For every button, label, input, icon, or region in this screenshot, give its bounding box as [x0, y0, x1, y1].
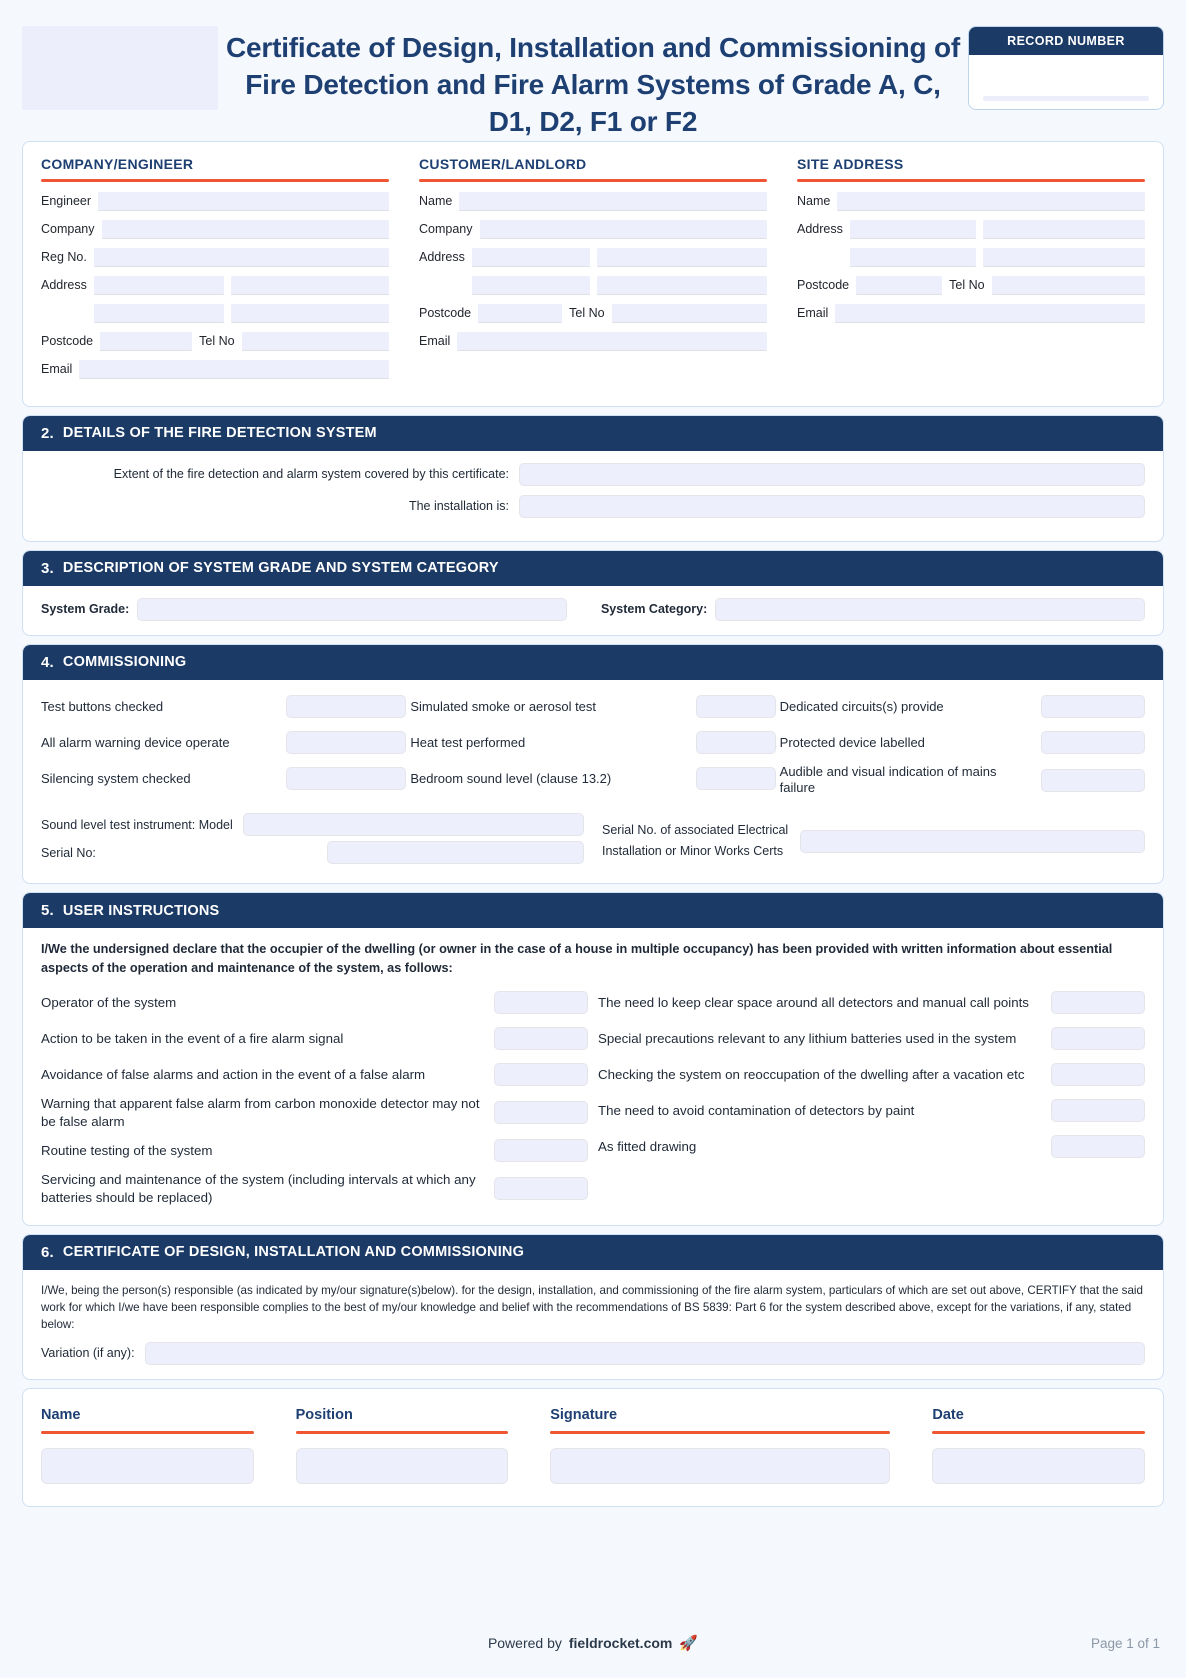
bedroom-sound-level-input[interactable] [696, 767, 776, 790]
associated-certs-input[interactable] [800, 830, 1145, 853]
heat-test-performed-input[interactable] [696, 731, 776, 754]
signature-date-input[interactable] [932, 1448, 1145, 1484]
extent-row [41, 463, 1145, 486]
sound-level-serial-input[interactable] [327, 841, 584, 864]
section-2-number: 2. [41, 424, 54, 442]
customer-tel-label: Tel No [569, 306, 605, 321]
section-5-title: USER INSTRUCTIONS [62, 902, 220, 919]
customer-row [419, 304, 767, 323]
section-3-body [23, 586, 1163, 635]
site-address-line2-input[interactable] [983, 220, 1145, 239]
user-instruction-item [41, 987, 588, 1019]
signature-card [22, 1388, 1164, 1507]
customer-address-line3-input[interactable] [472, 276, 590, 295]
customer-address-line2-input[interactable] [597, 248, 767, 267]
address-line3-input[interactable] [94, 304, 224, 323]
action-fire-alarm-signal-input[interactable] [494, 1027, 588, 1050]
site-address-column [797, 156, 1145, 388]
signature-name-input[interactable] [41, 1448, 254, 1484]
email-input[interactable] [79, 360, 389, 379]
user-instruction-item [598, 1059, 1145, 1091]
reg-no-label: Reg No. [41, 250, 87, 265]
dedicated-circuits-input[interactable] [1041, 695, 1145, 718]
simulated-smoke-test-label: Simulated smoke or aerosol test [410, 698, 597, 714]
commissioning-item [780, 728, 1145, 758]
record-number-box [968, 26, 1164, 110]
signature-position-input[interactable] [296, 1448, 509, 1484]
user-instruction-item [598, 1131, 1145, 1163]
site-address-line4-input[interactable] [983, 248, 1145, 267]
system-grade-label: System Grade: [41, 602, 130, 617]
operator-of-system-input[interactable] [494, 991, 588, 1014]
company-input[interactable] [102, 220, 390, 239]
powered-by [488, 1634, 698, 1652]
commissioning-item [780, 692, 1145, 722]
company-engineer-row [41, 192, 389, 211]
system-category-label: System Category: [600, 602, 708, 617]
installation-is-row [41, 495, 1145, 518]
section-4-body [23, 680, 1163, 883]
company-label: Company [41, 222, 95, 237]
mains-failure-indication-label: Audible and visual indication of mains failure [779, 763, 997, 796]
site-row [797, 192, 1145, 211]
variation-label: Variation (if any): [41, 1346, 135, 1361]
customer-tel-input[interactable] [612, 304, 767, 323]
site-address-line1-input[interactable] [850, 220, 976, 239]
reg-no-input[interactable] [94, 248, 389, 267]
site-tel-input[interactable] [992, 276, 1145, 295]
user-instructions-declaration: I/We the undersigned declare that the occupier of the dwelling (or owner in the case of a house in multiple occupancy) has been provided with written information about essential aspects of the operation and maintenance of the system, as follows: [41, 942, 1113, 975]
signature-position-column [296, 1407, 509, 1484]
section-6-body [23, 1270, 1163, 1379]
tel-no-input[interactable] [242, 332, 389, 351]
page-title: Certificate of Design, Installation and Commissioning of Fire Detection and Fire Alarm Systems of Grade A, C, D1, D2, F1 or F2 [226, 32, 960, 137]
section-2-body [23, 451, 1163, 541]
simulated-smoke-test-input[interactable] [696, 695, 776, 718]
engineer-label: Engineer [41, 194, 92, 209]
associated-certs-block [602, 813, 1145, 869]
signature-position-rule [296, 1431, 509, 1434]
alarm-warning-device-input[interactable] [286, 731, 406, 754]
commissioning-item [410, 764, 775, 794]
company-logo-placeholder [22, 26, 218, 110]
extent-input[interactable] [519, 463, 1145, 486]
installation-is-label: The installation is: [408, 499, 509, 514]
system-grade-input[interactable] [137, 598, 567, 621]
company-engineer-row [41, 248, 389, 267]
email-label: Email [41, 362, 73, 377]
signature-date-label: Date [932, 1406, 964, 1423]
customer-address-label: Address [419, 250, 465, 265]
site-address-rule [797, 179, 1145, 182]
heat-test-performed-label: Heat test performed [410, 734, 526, 750]
grade-category-row [41, 598, 1145, 621]
user-instruction-item [41, 1023, 588, 1055]
page-footer [0, 1634, 1186, 1652]
company-engineer-row [41, 276, 389, 295]
customer-name-label: Name [419, 194, 453, 209]
customer-landlord-rule [419, 179, 767, 182]
page-number: Page 1 of 1 [1090, 1635, 1160, 1651]
clear-space-detectors-label: The need lo keep clear space around all detectors and manual call points [598, 994, 1029, 1010]
site-name-input[interactable] [837, 192, 1145, 211]
extent-label: Extent of the fire detection and alarm system covered by this certificate: [113, 467, 509, 482]
section-2-header [23, 416, 1163, 451]
customer-postcode-label: Postcode [419, 306, 472, 321]
engineer-input[interactable] [98, 192, 389, 211]
postcode-label: Postcode [41, 334, 94, 349]
signature-name-column [41, 1407, 254, 1484]
section-5-body [23, 928, 1163, 1225]
section-4-card [22, 644, 1164, 884]
section-6-title: CERTIFICATE OF DESIGN, INSTALLATION AND COMMISSIONING [62, 1244, 525, 1261]
user-instruction-item [41, 1135, 588, 1167]
clear-space-detectors-input[interactable] [1051, 991, 1145, 1014]
installation-is-input[interactable] [519, 495, 1145, 518]
address-line2-input[interactable] [231, 276, 389, 295]
section-2-title: DETAILS OF THE FIRE DETECTION SYSTEM [62, 425, 377, 442]
associated-certs-label-line1: Serial No. of associated Electrical [602, 822, 789, 837]
user-instructions-column-1 [41, 987, 588, 1211]
customer-email-label: Email [419, 334, 451, 349]
customer-row [419, 276, 767, 295]
section-3-number: 3. [41, 559, 54, 577]
servicing-maintenance-label: Servicing and maintenance of the system (including intervals at which any batteries should be replaced) [41, 1171, 476, 1205]
sound-level-model-label: Sound level test instrument: Model [41, 817, 233, 832]
section-6-number: 6. [41, 1243, 54, 1261]
section-5-header [23, 893, 1163, 928]
user-instruction-item [598, 1023, 1145, 1055]
section-3-header [23, 551, 1163, 586]
customer-row [419, 332, 767, 351]
action-fire-alarm-signal-label: Action to be taken in the event of a fire alarm signal [41, 1030, 344, 1046]
routine-testing-input[interactable] [494, 1139, 588, 1162]
customer-landlord-column [419, 156, 767, 388]
section-6-card [22, 1234, 1164, 1380]
site-address-title: SITE ADDRESS [797, 155, 904, 172]
avoidance-false-alarms-input[interactable] [494, 1063, 588, 1086]
commissioning-item [41, 728, 406, 758]
company-engineer-column [41, 156, 389, 388]
commissioning-item [410, 692, 775, 722]
system-category-input[interactable] [715, 598, 1145, 621]
carbon-monoxide-warning-label: Warning that apparent false alarm from carbon monoxide detector may not be false alarm [41, 1095, 480, 1129]
section-3-title: DESCRIPTION OF SYSTEM GRADE AND SYSTEM CATEGORY [62, 560, 499, 577]
site-tel-label: Tel No [949, 278, 985, 293]
company-engineer-title: COMPANY/ENGINEER [41, 155, 194, 172]
signature-signature-input[interactable] [550, 1448, 890, 1484]
customer-company-label: Company [419, 222, 473, 237]
site-email-label: Email [797, 306, 829, 321]
commissioning-item [780, 764, 1145, 797]
powered-by-prefix: Powered by [487, 1635, 562, 1651]
site-address-label: Address [797, 222, 843, 237]
site-row [797, 304, 1145, 323]
variation-row [41, 1342, 1145, 1365]
sound-level-serial-row [41, 841, 584, 864]
user-instruction-item [41, 1059, 588, 1091]
routine-testing-label: Routine testing of the system [41, 1142, 213, 1158]
lithium-batteries-label: Special precautions relevant to any lithium batteries used in the system [598, 1030, 1017, 1046]
avoid-paint-contamination-input[interactable] [1051, 1099, 1145, 1122]
section-4-number: 4. [41, 653, 54, 671]
signature-position-label: Position [295, 1406, 353, 1423]
customer-name-input[interactable] [459, 192, 767, 211]
tel-no-label: Tel No [199, 334, 235, 349]
record-number-input[interactable] [969, 55, 1163, 109]
customer-row [419, 192, 767, 211]
protected-device-labelled-label: Protected device labelled [779, 734, 925, 750]
associated-certs-label-line2: Installation or Minor Works Certs [602, 844, 784, 859]
address-line1-input[interactable] [94, 276, 224, 295]
record-number-underline [983, 96, 1149, 101]
user-instruction-item [598, 1095, 1145, 1127]
section-2-card [22, 415, 1164, 542]
rocket-icon: 🚀 [679, 1635, 699, 1652]
servicing-maintenance-input[interactable] [494, 1177, 588, 1200]
section-4-title: COMMISSIONING [62, 654, 187, 671]
user-instruction-item [598, 987, 1145, 1019]
test-buttons-checked-label: Test buttons checked [41, 698, 164, 714]
signature-signature-rule [550, 1431, 890, 1434]
section-5-card [22, 892, 1164, 1226]
signature-date-rule [932, 1431, 1145, 1434]
user-instruction-item [41, 1095, 588, 1131]
as-fitted-drawing-label: As fitted drawing [598, 1138, 697, 1154]
customer-company-input[interactable] [480, 220, 768, 239]
avoid-paint-contamination-label: The need to avoid contamination of detectors by paint [598, 1102, 915, 1118]
customer-landlord-title: CUSTOMER/LANDLORD [419, 155, 587, 172]
avoidance-false-alarms-label: Avoidance of false alarms and action in the event of a false alarm [41, 1066, 426, 1082]
carbon-monoxide-warning-input[interactable] [494, 1101, 588, 1124]
mains-failure-indication-input[interactable] [1041, 769, 1145, 792]
sound-level-instrument-block [41, 813, 584, 869]
customer-email-input[interactable] [457, 332, 767, 351]
certificate-declaration-text: I/We, being the person(s) responsible (as indicated by my/our signature(s)below). for the design, installation, and commissioning of the fire alarm system, particulars of which are set out above, CERTIFY that the said work for which I/we have been responsible complies to the best of my/our knowledge and belief with the recommendations of BS 5839: Part 6 for the system described above, except for the variations, if any, stated below: [41, 1283, 1143, 1332]
variation-input[interactable] [145, 1342, 1145, 1365]
commissioning-item [410, 728, 775, 758]
company-engineer-row [41, 220, 389, 239]
commissioning-column-3 [780, 692, 1145, 803]
section-6-header [23, 1235, 1163, 1270]
company-engineer-row [41, 304, 389, 323]
section-5-number: 5. [41, 902, 54, 920]
site-address-line3-input[interactable] [850, 248, 976, 267]
address-line4-input[interactable] [231, 304, 389, 323]
protected-device-labelled-input[interactable] [1041, 731, 1145, 754]
sound-level-serial-label: Serial No: [41, 845, 96, 860]
bedroom-sound-level-label: Bedroom sound level (clause 13.2) [410, 770, 612, 786]
contacts-card [22, 141, 1164, 407]
alarm-warning-device-label: All alarm warning device operate [41, 734, 230, 750]
silencing-system-label: Silencing system checked [41, 770, 191, 786]
company-engineer-row [41, 332, 389, 351]
company-engineer-rule [41, 179, 389, 182]
sound-level-model-row [41, 813, 584, 836]
sound-level-model-input[interactable] [243, 813, 584, 836]
company-engineer-row [41, 360, 389, 379]
signature-date-column [932, 1407, 1145, 1484]
as-fitted-drawing-input[interactable] [1051, 1135, 1145, 1158]
customer-row [419, 248, 767, 267]
customer-row [419, 220, 767, 239]
reoccupation-check-label: Checking the system on reoccupation of the dwelling after a vacation etc [598, 1066, 1025, 1082]
customer-postcode-input[interactable] [478, 304, 562, 323]
section-3-card [22, 550, 1164, 636]
commissioning-item [41, 692, 406, 722]
commissioning-column-2 [410, 692, 775, 803]
section-4-header [23, 645, 1163, 680]
customer-address-line4-input[interactable] [597, 276, 767, 295]
site-row [797, 220, 1145, 239]
operator-of-system-label: Operator of the system [41, 994, 177, 1010]
reoccupation-check-input[interactable] [1051, 1063, 1145, 1086]
user-instruction-item [41, 1171, 588, 1207]
dedicated-circuits-label: Dedicated circuits(s) provide [779, 698, 944, 714]
signature-name-rule [41, 1431, 254, 1434]
test-buttons-checked-input[interactable] [286, 695, 406, 718]
postcode-input[interactable] [100, 332, 192, 351]
address-label: Address [41, 278, 87, 293]
signature-signature-label: Signature [550, 1406, 618, 1423]
site-postcode-input[interactable] [856, 276, 942, 295]
site-row [797, 276, 1145, 295]
site-email-input[interactable] [835, 304, 1145, 323]
site-postcode-label: Postcode [797, 278, 850, 293]
silencing-system-input[interactable] [286, 767, 406, 790]
site-name-label: Name [797, 194, 831, 209]
commissioning-item [41, 764, 406, 794]
commissioning-column-1 [41, 692, 406, 803]
record-number-label: RECORD NUMBER [969, 27, 1163, 55]
brand-name: fieldrocket.com [568, 1635, 673, 1651]
signature-signature-column [550, 1407, 890, 1484]
page-header [0, 0, 1186, 141]
signature-name-label: Name [41, 1406, 81, 1423]
site-row [797, 248, 1145, 267]
user-instructions-column-2 [598, 987, 1145, 1211]
lithium-batteries-input[interactable] [1051, 1027, 1145, 1050]
customer-address-line1-input[interactable] [472, 248, 590, 267]
